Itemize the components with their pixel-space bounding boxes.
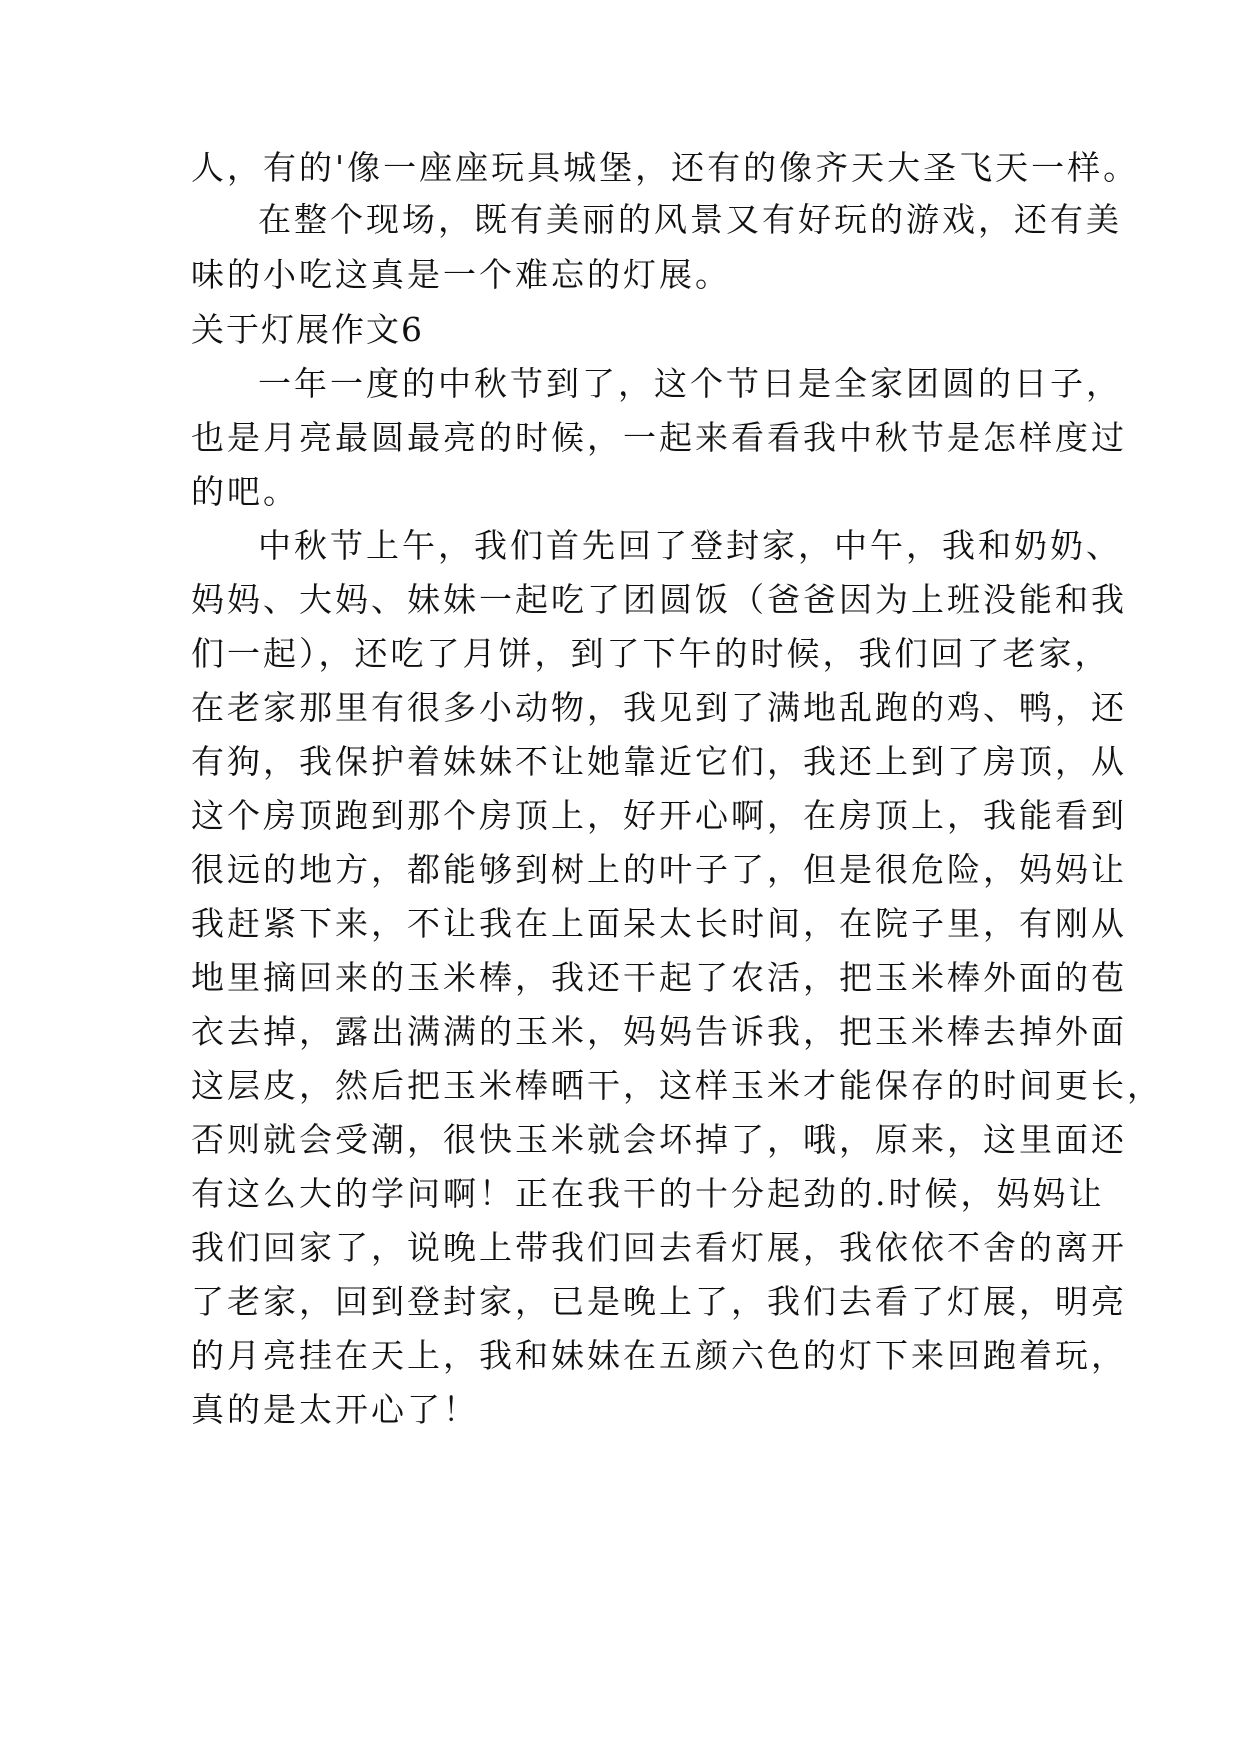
paragraph-line: 这个房顶跑到那个房顶上，好开心啊，在房顶上，我能看到 (191, 796, 1127, 835)
paragraph-line: 有这么大的学问啊！正在我干的十分起劲的.时候，妈妈让 (191, 1174, 1105, 1213)
paragraph-line: 真的是太开心了！ (191, 1390, 479, 1429)
paragraph-line: 在老家那里有很多小动物，我见到了满地乱跑的鸡、鸭，还 (191, 688, 1127, 727)
paragraph-line: 衣去掉，露出满满的玉米，妈妈告诉我，把玉米棒去掉外面 (191, 1012, 1127, 1051)
paragraph-line: 有狗，我保护着妹妹不让她靠近它们，我还上到了房顶，从 (191, 742, 1127, 781)
section-heading: 关于灯展作文6 (191, 310, 424, 349)
paragraph-line: 的吧。 (191, 472, 299, 511)
paragraph-line: 人，有的'像一座座玩具城堡，还有的像齐天大圣飞天一样。 (191, 148, 1140, 187)
paragraph-line: 地里摘回来的玉米棒，我还干起了农活，把玉米棒外面的苞 (191, 958, 1127, 997)
paragraph-line: 们一起），还吃了月饼，到了下午的时候，我们回了老家， (191, 634, 1111, 673)
paragraph-line: 也是月亮最圆最亮的时候，一起来看看我中秋节是怎样度过 (191, 418, 1127, 457)
paragraph-line: 的月亮挂在天上，我和妹妹在五颜六色的灯下来回跑着玩， (191, 1336, 1127, 1375)
paragraph-line: 一年一度的中秋节到了，这个节日是全家团圆的日子， (258, 364, 1122, 403)
paragraph-line: 很远的地方，都能够到树上的叶子了，但是很危险，妈妈让 (191, 850, 1127, 889)
paragraph-line: 在整个现场，既有美丽的风景又有好玩的游戏，还有美 (258, 200, 1122, 239)
paragraph-line: 妈妈、大妈、妹妹一起吃了团圆饭（爸爸因为上班没能和我 (191, 580, 1127, 619)
paragraph-line: 否则就会受潮，很快玉米就会坏掉了，哦，原来，这里面还 (191, 1120, 1127, 1159)
paragraph-line: 我们回家了，说晚上带我们回去看灯展，我依依不舍的离开 (191, 1228, 1127, 1267)
paragraph-line: 味的小吃这真是一个难忘的灯展。 (191, 255, 731, 294)
paragraph-line: 我赶紧下来，不让我在上面呆太长时间，在院子里，有刚从 (191, 904, 1127, 943)
paragraph-line: 这层皮，然后把玉米棒晒干，这样玉米才能保存的时间更长， (191, 1066, 1163, 1105)
paragraph-line: 了老家，回到登封家，已是晚上了，我们去看了灯展，明亮 (191, 1282, 1127, 1321)
paragraph-line: 中秋节上午，我们首先回了登封家，中午，我和奶奶、 (258, 526, 1122, 565)
